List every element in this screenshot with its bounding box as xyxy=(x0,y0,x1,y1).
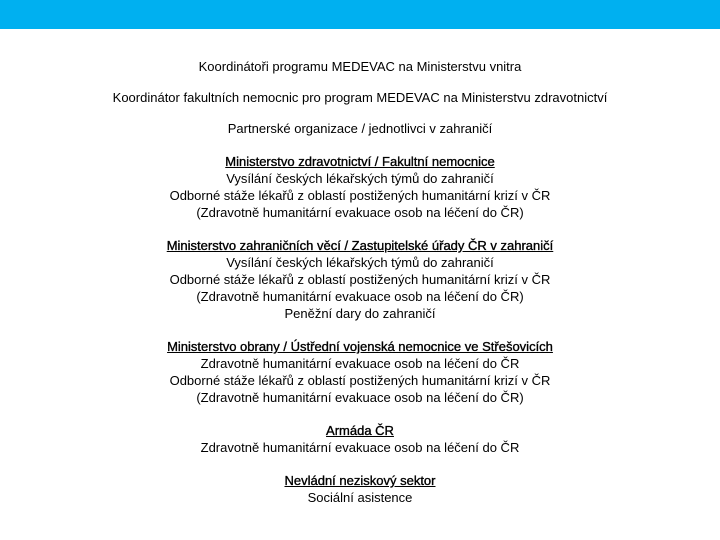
section-ministry-of-health xyxy=(0,153,720,221)
section-ngo-sector xyxy=(0,472,720,506)
section-item: Peněžní dary do zahraničí xyxy=(284,306,436,321)
section-item: (Zdravotně humanitární evakuace osob na léčení do ČR) xyxy=(196,289,524,304)
header-bar xyxy=(0,0,720,29)
section-heading: Nevládní neziskový sektor xyxy=(284,473,436,488)
section-heading: Ministerstvo zahraničních věcí / Zastupitelské úřady ČR v zahraničí xyxy=(166,238,554,253)
intro-line-hospital-coordinator: Koordinátor fakultních nemocnic pro program MEDEVAC na Ministerstvu zdravotnictví xyxy=(112,90,608,105)
section-item: Vysílání českých lékařských týmů do zahraničí xyxy=(226,171,494,186)
section-heading: Armáda ČR xyxy=(326,423,394,438)
section-item: Odborné stáže lékařů z oblastí postižených humanitární krizí v ČR xyxy=(169,373,551,388)
section-heading: Ministerstvo obrany / Ústřední vojenská nemocnice ve Střešovicích xyxy=(167,339,553,354)
section-item: Zdravotně humanitární evakuace osob na léčení do ČR xyxy=(200,356,520,371)
intro-line-medevac-coordinators: Koordinátoři programu MEDEVAC na Ministerstvu vnitra xyxy=(198,59,522,74)
document-body xyxy=(0,58,720,522)
section-item: Odborné stáže lékařů z oblastí postižených humanitární krizí v ČR xyxy=(169,188,551,203)
intro-block xyxy=(0,89,720,106)
section-ministry-of-foreign-affairs xyxy=(0,237,720,322)
section-item: Odborné stáže lékařů z oblastí postižených humanitární krizí v ČR xyxy=(169,272,551,287)
section-item: Vysílání českých lékařských týmů do zahraničí xyxy=(226,255,494,270)
section-item: Zdravotně humanitární evakuace osob na léčení do ČR xyxy=(200,440,520,455)
intro-block xyxy=(0,58,720,75)
section-item: Sociální asistence xyxy=(307,490,413,505)
section-czech-army xyxy=(0,422,720,456)
section-ministry-of-defence xyxy=(0,338,720,406)
intro-line-partner-organizations: Partnerské organizace / jednotlivci v zahraničí xyxy=(227,121,493,136)
section-heading: Ministerstvo zdravotnictví / Fakultní nemocnice xyxy=(225,154,495,169)
section-item: (Zdravotně humanitární evakuace osob na léčení do ČR) xyxy=(196,205,524,220)
intro-block xyxy=(0,120,720,137)
section-item: (Zdravotně humanitární evakuace osob na léčení do ČR) xyxy=(196,390,524,405)
